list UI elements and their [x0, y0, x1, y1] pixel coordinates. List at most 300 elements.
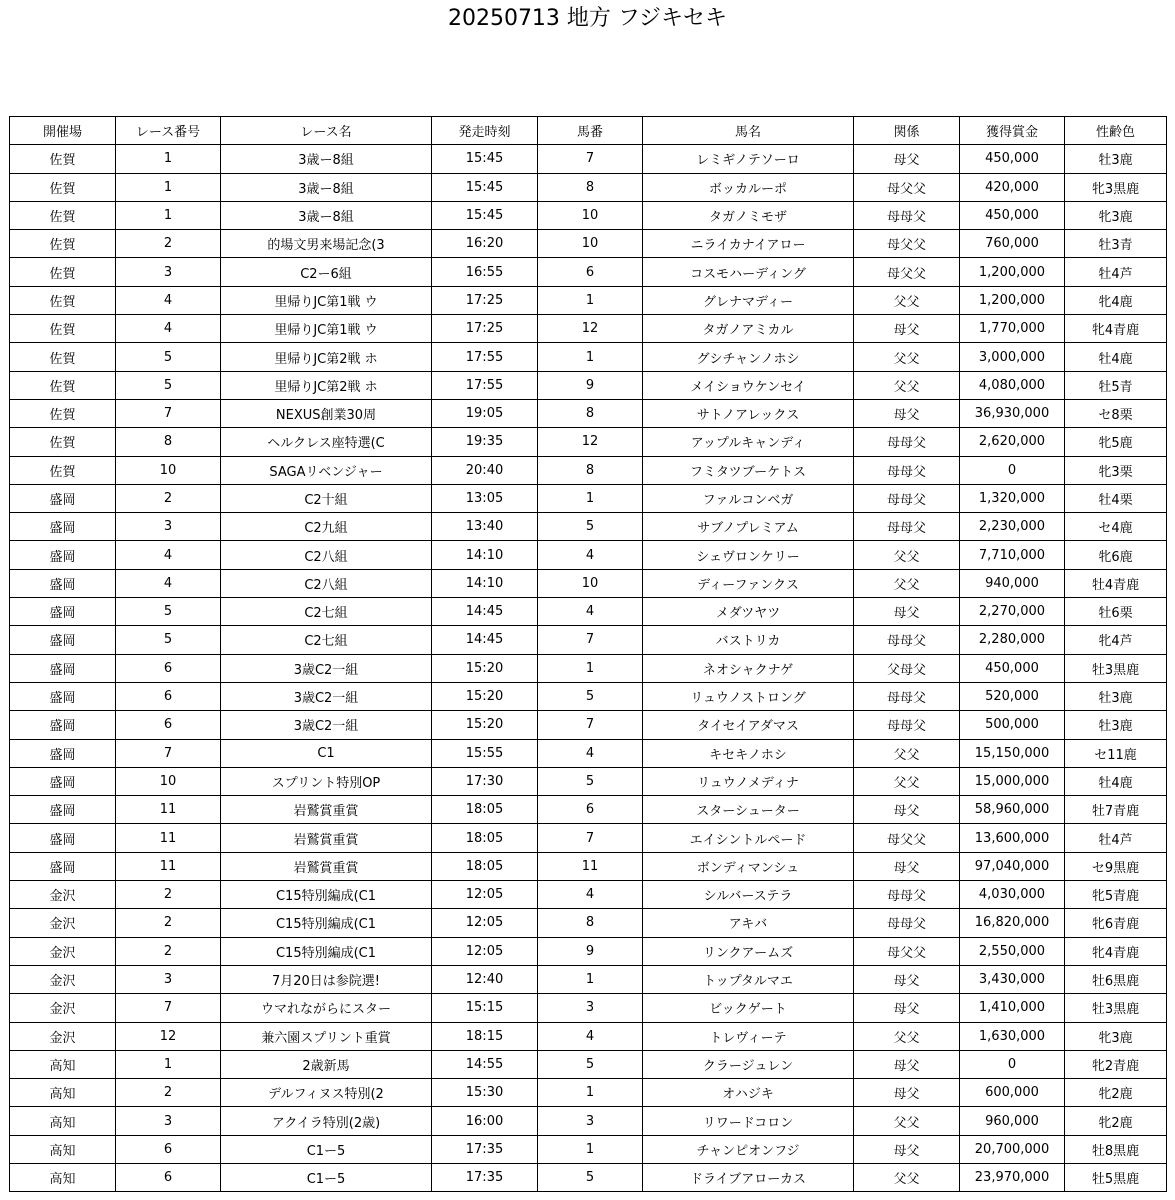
table-cell: エイシントルペード — [643, 824, 854, 852]
table-cell: フミタツブーケトス — [643, 456, 854, 484]
table-cell: 16,820,000 — [960, 909, 1065, 937]
table-cell: C15特別編成(C1 — [221, 881, 432, 909]
table-cell: 8 — [538, 399, 643, 427]
table-row — [10, 399, 1167, 427]
table-cell: 母父 — [854, 965, 960, 993]
table-cell: 牝6鹿 — [1065, 541, 1167, 569]
table-cell: 盛岡 — [10, 569, 116, 597]
table-cell: 17:30 — [432, 767, 538, 795]
table-cell: 金沢 — [10, 965, 116, 993]
table-row — [10, 1163, 1167, 1191]
table-cell: C2七組 — [221, 626, 432, 654]
table-cell: 盛岡 — [10, 484, 116, 512]
table-cell: 牝3鹿 — [1065, 201, 1167, 229]
table-cell: 12:05 — [432, 937, 538, 965]
table-cell: 2 — [116, 937, 221, 965]
table-cell: 14:10 — [432, 541, 538, 569]
table-cell: 10 — [538, 569, 643, 597]
table-row — [10, 371, 1167, 399]
table-cell: 4,080,000 — [960, 371, 1065, 399]
table-cell: 14:55 — [432, 1050, 538, 1078]
table-cell: 高知 — [10, 1135, 116, 1163]
table-cell: 2,620,000 — [960, 428, 1065, 456]
table-cell: クラージュレン — [643, 1050, 854, 1078]
table-row — [10, 852, 1167, 880]
table-cell: 母母父 — [854, 513, 960, 541]
table-cell: コスモハーディング — [643, 258, 854, 286]
table-row — [10, 1050, 1167, 1078]
table-cell: 2,230,000 — [960, 513, 1065, 541]
table-cell: アップルキャンディ — [643, 428, 854, 456]
table-cell: 12:05 — [432, 909, 538, 937]
table-cell: 佐賀 — [10, 201, 116, 229]
table-cell: 12 — [116, 1022, 221, 1050]
table-cell: 父父 — [854, 767, 960, 795]
table-cell: 420,000 — [960, 173, 1065, 201]
table-header-row — [10, 117, 1167, 145]
table-row — [10, 1022, 1167, 1050]
table-cell: 1,410,000 — [960, 994, 1065, 1022]
table-cell: 17:55 — [432, 371, 538, 399]
table-cell: 1 — [538, 1079, 643, 1107]
table-cell: SAGAリベンジャー — [221, 456, 432, 484]
table-cell: チャンピオンフジ — [643, 1135, 854, 1163]
table-cell: 牡4芦 — [1065, 824, 1167, 852]
table-cell: 19:05 — [432, 399, 538, 427]
table-cell: 牡5黒鹿 — [1065, 1163, 1167, 1191]
column-header: 関係 — [854, 117, 960, 145]
table-cell: C2九組 — [221, 513, 432, 541]
table-row — [10, 286, 1167, 314]
table-cell: 母母父 — [854, 201, 960, 229]
table-cell: 7 — [538, 626, 643, 654]
table-cell: 13:05 — [432, 484, 538, 512]
table-cell: 母父 — [854, 315, 960, 343]
table-cell: セ11鹿 — [1065, 739, 1167, 767]
table-cell: 佐賀 — [10, 258, 116, 286]
table-cell: リワードコロン — [643, 1107, 854, 1135]
table-cell: ボンディマンシュ — [643, 852, 854, 880]
table-cell: 父父 — [854, 739, 960, 767]
table-cell: 2 — [116, 1079, 221, 1107]
table-cell: 15,150,000 — [960, 739, 1065, 767]
table-row — [10, 230, 1167, 258]
table-cell: サトノアレックス — [643, 399, 854, 427]
table-cell: 15:30 — [432, 1079, 538, 1107]
table-cell: ビックゲート — [643, 994, 854, 1022]
table-cell: タイセイアダマス — [643, 711, 854, 739]
table-cell: 母父 — [854, 145, 960, 173]
table-cell: セ8栗 — [1065, 399, 1167, 427]
table-cell: 里帰りJC第2戦 ホ — [221, 371, 432, 399]
table-cell: 高知 — [10, 1079, 116, 1107]
table-cell: 14:45 — [432, 626, 538, 654]
table-cell: 5 — [538, 1050, 643, 1078]
table-cell: 牡3青 — [1065, 230, 1167, 258]
table-cell: 8 — [116, 428, 221, 456]
table-cell: 58,960,000 — [960, 796, 1065, 824]
table-cell: サブノプレミアム — [643, 513, 854, 541]
table-cell: 17:35 — [432, 1163, 538, 1191]
table-cell: 母父 — [854, 994, 960, 1022]
table-cell: 3歳ー8組 — [221, 145, 432, 173]
table-cell: 20,700,000 — [960, 1135, 1065, 1163]
table-cell: 父父 — [854, 371, 960, 399]
table-cell: 3歳C2一組 — [221, 711, 432, 739]
table-cell: 母父父 — [854, 173, 960, 201]
table-cell: 2歳新馬 — [221, 1050, 432, 1078]
table-cell: 3歳C2一組 — [221, 682, 432, 710]
table-cell: 450,000 — [960, 145, 1065, 173]
table-cell: 1,200,000 — [960, 258, 1065, 286]
column-header: 馬番 — [538, 117, 643, 145]
table-cell: 6 — [116, 1135, 221, 1163]
table-cell: 佐賀 — [10, 315, 116, 343]
table-cell: 2 — [116, 484, 221, 512]
table-cell: 12 — [538, 315, 643, 343]
table-cell: シェヴロンケリー — [643, 541, 854, 569]
table-row — [10, 909, 1167, 937]
table-cell: C1 — [221, 739, 432, 767]
table-cell: 1 — [538, 1135, 643, 1163]
table-cell: 牡4栗 — [1065, 484, 1167, 512]
table-cell: 1 — [538, 484, 643, 512]
table-cell: 15:20 — [432, 711, 538, 739]
table-cell: 11 — [116, 824, 221, 852]
table-cell: 8 — [538, 909, 643, 937]
table-cell: 母母父 — [854, 484, 960, 512]
table-cell: 1 — [538, 343, 643, 371]
table-cell: 1 — [538, 286, 643, 314]
table-cell: 17:25 — [432, 315, 538, 343]
table-cell: 岩鷲賞重賞 — [221, 824, 432, 852]
table-cell: 1,770,000 — [960, 315, 1065, 343]
table-cell: 0 — [960, 456, 1065, 484]
table-cell: 16:55 — [432, 258, 538, 286]
table-cell: 4 — [538, 739, 643, 767]
table-row — [10, 1079, 1167, 1107]
table-cell: 金沢 — [10, 1022, 116, 1050]
table-cell: レミギノテソーロ — [643, 145, 854, 173]
table-cell: 牡3黒鹿 — [1065, 654, 1167, 682]
table-cell: 450,000 — [960, 201, 1065, 229]
table-row — [10, 343, 1167, 371]
table-cell: 3 — [538, 1107, 643, 1135]
table-cell: ファルコンベガ — [643, 484, 854, 512]
table-cell: 15,000,000 — [960, 767, 1065, 795]
table-cell: メダツヤツ — [643, 598, 854, 626]
table-cell: 1 — [116, 145, 221, 173]
table-cell: 佐賀 — [10, 371, 116, 399]
table-cell: 6 — [116, 654, 221, 682]
table-cell: 牝4青鹿 — [1065, 315, 1167, 343]
table-cell: 牝5青鹿 — [1065, 881, 1167, 909]
table-cell: 6 — [116, 1163, 221, 1191]
table-cell: 5 — [116, 626, 221, 654]
table-cell: 母父 — [854, 796, 960, 824]
table-cell: 18:15 — [432, 1022, 538, 1050]
table-cell: 牡3鹿 — [1065, 682, 1167, 710]
table-cell: C2十組 — [221, 484, 432, 512]
table-cell: 父父 — [854, 343, 960, 371]
table-cell: 12:40 — [432, 965, 538, 993]
table-cell: リンクアームズ — [643, 937, 854, 965]
table-row — [10, 711, 1167, 739]
table-cell: リュウノメディナ — [643, 767, 854, 795]
table-row — [10, 654, 1167, 682]
table-cell: 牡5青 — [1065, 371, 1167, 399]
table-cell: 17:55 — [432, 343, 538, 371]
table-cell: 5 — [538, 1163, 643, 1191]
table-cell: 母父父 — [854, 824, 960, 852]
table-row — [10, 569, 1167, 597]
table-cell: 10 — [116, 456, 221, 484]
table-cell: 18:05 — [432, 824, 538, 852]
table-cell: スターシューター — [643, 796, 854, 824]
table-cell: 13:40 — [432, 513, 538, 541]
table-cell: 7月20日は参院選! — [221, 965, 432, 993]
table-cell: 母父 — [854, 1050, 960, 1078]
table-cell: アクイラ特別(2歳) — [221, 1107, 432, 1135]
table-cell: 12 — [538, 428, 643, 456]
table-cell: 母父父 — [854, 230, 960, 258]
table-cell: 3,430,000 — [960, 965, 1065, 993]
column-header: 馬名 — [643, 117, 854, 145]
table-cell: 520,000 — [960, 682, 1065, 710]
table-cell: メイショウケンセイ — [643, 371, 854, 399]
table-cell: 7 — [538, 824, 643, 852]
table-cell: 母母父 — [854, 881, 960, 909]
table-row — [10, 456, 1167, 484]
table-cell: 牡4芦 — [1065, 258, 1167, 286]
table-cell: 牡7青鹿 — [1065, 796, 1167, 824]
table-cell: 牝3栗 — [1065, 456, 1167, 484]
table-cell: 牡3鹿 — [1065, 145, 1167, 173]
table-cell: 金沢 — [10, 994, 116, 1022]
table-cell: オハジキ — [643, 1079, 854, 1107]
table-cell: 11 — [538, 852, 643, 880]
page-title: 20250713 地方 フジキセキ — [447, 6, 728, 31]
table-cell: 2 — [116, 881, 221, 909]
table-cell: 母母父 — [854, 711, 960, 739]
table-row — [10, 315, 1167, 343]
table-cell: 15:45 — [432, 145, 538, 173]
table-cell: トレヴィーテ — [643, 1022, 854, 1050]
table-cell: 里帰りJC第2戦 ホ — [221, 343, 432, 371]
table-cell: 12:05 — [432, 881, 538, 909]
table-cell: 3 — [116, 965, 221, 993]
table-cell: 母父 — [854, 852, 960, 880]
table-cell: 佐賀 — [10, 145, 116, 173]
table-cell: 的場文男来場記念(3 — [221, 230, 432, 258]
table-cell: 盛岡 — [10, 739, 116, 767]
table-cell: 13,600,000 — [960, 824, 1065, 852]
table-cell: 1 — [116, 173, 221, 201]
table-cell: 940,000 — [960, 569, 1065, 597]
table-cell: 盛岡 — [10, 767, 116, 795]
table-cell: 兼六園スプリント重賞 — [221, 1022, 432, 1050]
table-cell: 牡3鹿 — [1065, 711, 1167, 739]
table-row — [10, 796, 1167, 824]
table-row — [10, 598, 1167, 626]
table-cell: 2 — [116, 230, 221, 258]
table-cell: ヘルクレス座特選(C — [221, 428, 432, 456]
table-cell: 2,280,000 — [960, 626, 1065, 654]
table-cell: ニライカナイアロー — [643, 230, 854, 258]
table-cell: 牝2青鹿 — [1065, 1050, 1167, 1078]
table-cell: 9 — [538, 371, 643, 399]
table-cell: 佐賀 — [10, 173, 116, 201]
table-cell: C2七組 — [221, 598, 432, 626]
table-cell: C15特別編成(C1 — [221, 937, 432, 965]
table-cell: 16:20 — [432, 230, 538, 258]
table-cell: 1 — [116, 201, 221, 229]
table-cell: 9 — [538, 937, 643, 965]
table-cell: 15:20 — [432, 682, 538, 710]
table-cell: 母母父 — [854, 456, 960, 484]
table-row — [10, 682, 1167, 710]
table-cell: 5 — [538, 767, 643, 795]
table-cell: 佐賀 — [10, 456, 116, 484]
table-cell: 盛岡 — [10, 541, 116, 569]
table-cell: 5 — [116, 598, 221, 626]
table-cell: 10 — [538, 230, 643, 258]
table-row — [10, 824, 1167, 852]
table-cell: 5 — [116, 343, 221, 371]
table-cell: C2ー6組 — [221, 258, 432, 286]
table-cell: 10 — [116, 767, 221, 795]
table-cell: C2八組 — [221, 569, 432, 597]
table-cell: 牝2鹿 — [1065, 1107, 1167, 1135]
table-row — [10, 767, 1167, 795]
table-cell: 1 — [116, 1050, 221, 1078]
table-cell: 3歳C2一組 — [221, 654, 432, 682]
table-cell: 佐賀 — [10, 399, 116, 427]
table-row — [10, 1107, 1167, 1135]
table-row — [10, 484, 1167, 512]
table-cell: ディーファンクス — [643, 569, 854, 597]
table-cell: アキバ — [643, 909, 854, 937]
table-cell: 7 — [116, 399, 221, 427]
table-cell: スプリント特別OP — [221, 767, 432, 795]
table-row — [10, 145, 1167, 173]
table-cell: 盛岡 — [10, 796, 116, 824]
results-table — [9, 116, 1167, 1192]
table-cell: 4 — [538, 598, 643, 626]
table-cell: 佐賀 — [10, 286, 116, 314]
table-cell: 母父 — [854, 1079, 960, 1107]
table-cell: 母母父 — [854, 428, 960, 456]
table-row — [10, 201, 1167, 229]
table-cell: 父母父 — [854, 654, 960, 682]
table-cell: 15:45 — [432, 173, 538, 201]
table-cell: 14:45 — [432, 598, 538, 626]
table-cell: C2八組 — [221, 541, 432, 569]
table-cell: 高知 — [10, 1107, 116, 1135]
table-cell: 11 — [116, 796, 221, 824]
table-row — [10, 541, 1167, 569]
table-row — [10, 258, 1167, 286]
table-cell: 1,320,000 — [960, 484, 1065, 512]
table-cell: セ4鹿 — [1065, 513, 1167, 541]
table-cell: 牝6青鹿 — [1065, 909, 1167, 937]
table-cell: 盛岡 — [10, 711, 116, 739]
table-cell: 母母父 — [854, 682, 960, 710]
table-cell: 960,000 — [960, 1107, 1065, 1135]
table-cell: 3歳ー8組 — [221, 201, 432, 229]
table-cell: 1,630,000 — [960, 1022, 1065, 1050]
table-cell: 4,030,000 — [960, 881, 1065, 909]
table-cell: C15特別編成(C1 — [221, 909, 432, 937]
table-row — [10, 173, 1167, 201]
table-cell: トップタルマエ — [643, 965, 854, 993]
table-cell: 6 — [116, 711, 221, 739]
table-cell: 19:35 — [432, 428, 538, 456]
table-cell: C1ー5 — [221, 1163, 432, 1191]
table-cell: 3 — [116, 513, 221, 541]
table-cell: 6 — [116, 682, 221, 710]
table-cell: 5 — [538, 682, 643, 710]
table-cell: 牡3黒鹿 — [1065, 994, 1167, 1022]
column-header: 性齢色 — [1065, 117, 1167, 145]
table-cell: 牡6黒鹿 — [1065, 965, 1167, 993]
table-cell: 金沢 — [10, 909, 116, 937]
table-cell: 岩鷲賞重賞 — [221, 852, 432, 880]
table-cell: 6 — [538, 796, 643, 824]
table-cell: 5 — [538, 513, 643, 541]
table-cell: 15:20 — [432, 654, 538, 682]
table-cell: NEXUS創業30周 — [221, 399, 432, 427]
table-cell: 3,000,000 — [960, 343, 1065, 371]
table-cell: 4 — [538, 541, 643, 569]
table-cell: グレナマディー — [643, 286, 854, 314]
table-cell: 7,710,000 — [960, 541, 1065, 569]
table-cell: 牝4芦 — [1065, 626, 1167, 654]
table-cell: キセキノホシ — [643, 739, 854, 767]
table-row — [10, 965, 1167, 993]
table-cell: ウマれながらにスター — [221, 994, 432, 1022]
table-row — [10, 513, 1167, 541]
table-cell: 牡4鹿 — [1065, 343, 1167, 371]
table-cell: 盛岡 — [10, 824, 116, 852]
table-cell: タガノアミカル — [643, 315, 854, 343]
column-header: 発走時刻 — [432, 117, 538, 145]
table-cell: 佐賀 — [10, 230, 116, 258]
table-cell: 3歳ー8組 — [221, 173, 432, 201]
table-cell: 金沢 — [10, 881, 116, 909]
column-header: 開催場 — [10, 117, 116, 145]
table-cell: 母母父 — [854, 909, 960, 937]
table-cell: 1 — [538, 654, 643, 682]
table-cell: 1 — [538, 965, 643, 993]
table-cell: 牡8黒鹿 — [1065, 1135, 1167, 1163]
table-cell: 佐賀 — [10, 428, 116, 456]
table-cell: 1,200,000 — [960, 286, 1065, 314]
table-row — [10, 1135, 1167, 1163]
table-cell: 3 — [116, 258, 221, 286]
table-cell: 父父 — [854, 286, 960, 314]
table-cell: 8 — [538, 173, 643, 201]
table-cell: 8 — [538, 456, 643, 484]
table-cell: 20:40 — [432, 456, 538, 484]
column-header: レース名 — [221, 117, 432, 145]
table-cell: 牝3黒鹿 — [1065, 173, 1167, 201]
table-cell: 母父 — [854, 1135, 960, 1163]
table-cell: 牝4鹿 — [1065, 286, 1167, 314]
table-cell: 母父父 — [854, 258, 960, 286]
table-cell: 母母父 — [854, 626, 960, 654]
table-cell: 父父 — [854, 541, 960, 569]
